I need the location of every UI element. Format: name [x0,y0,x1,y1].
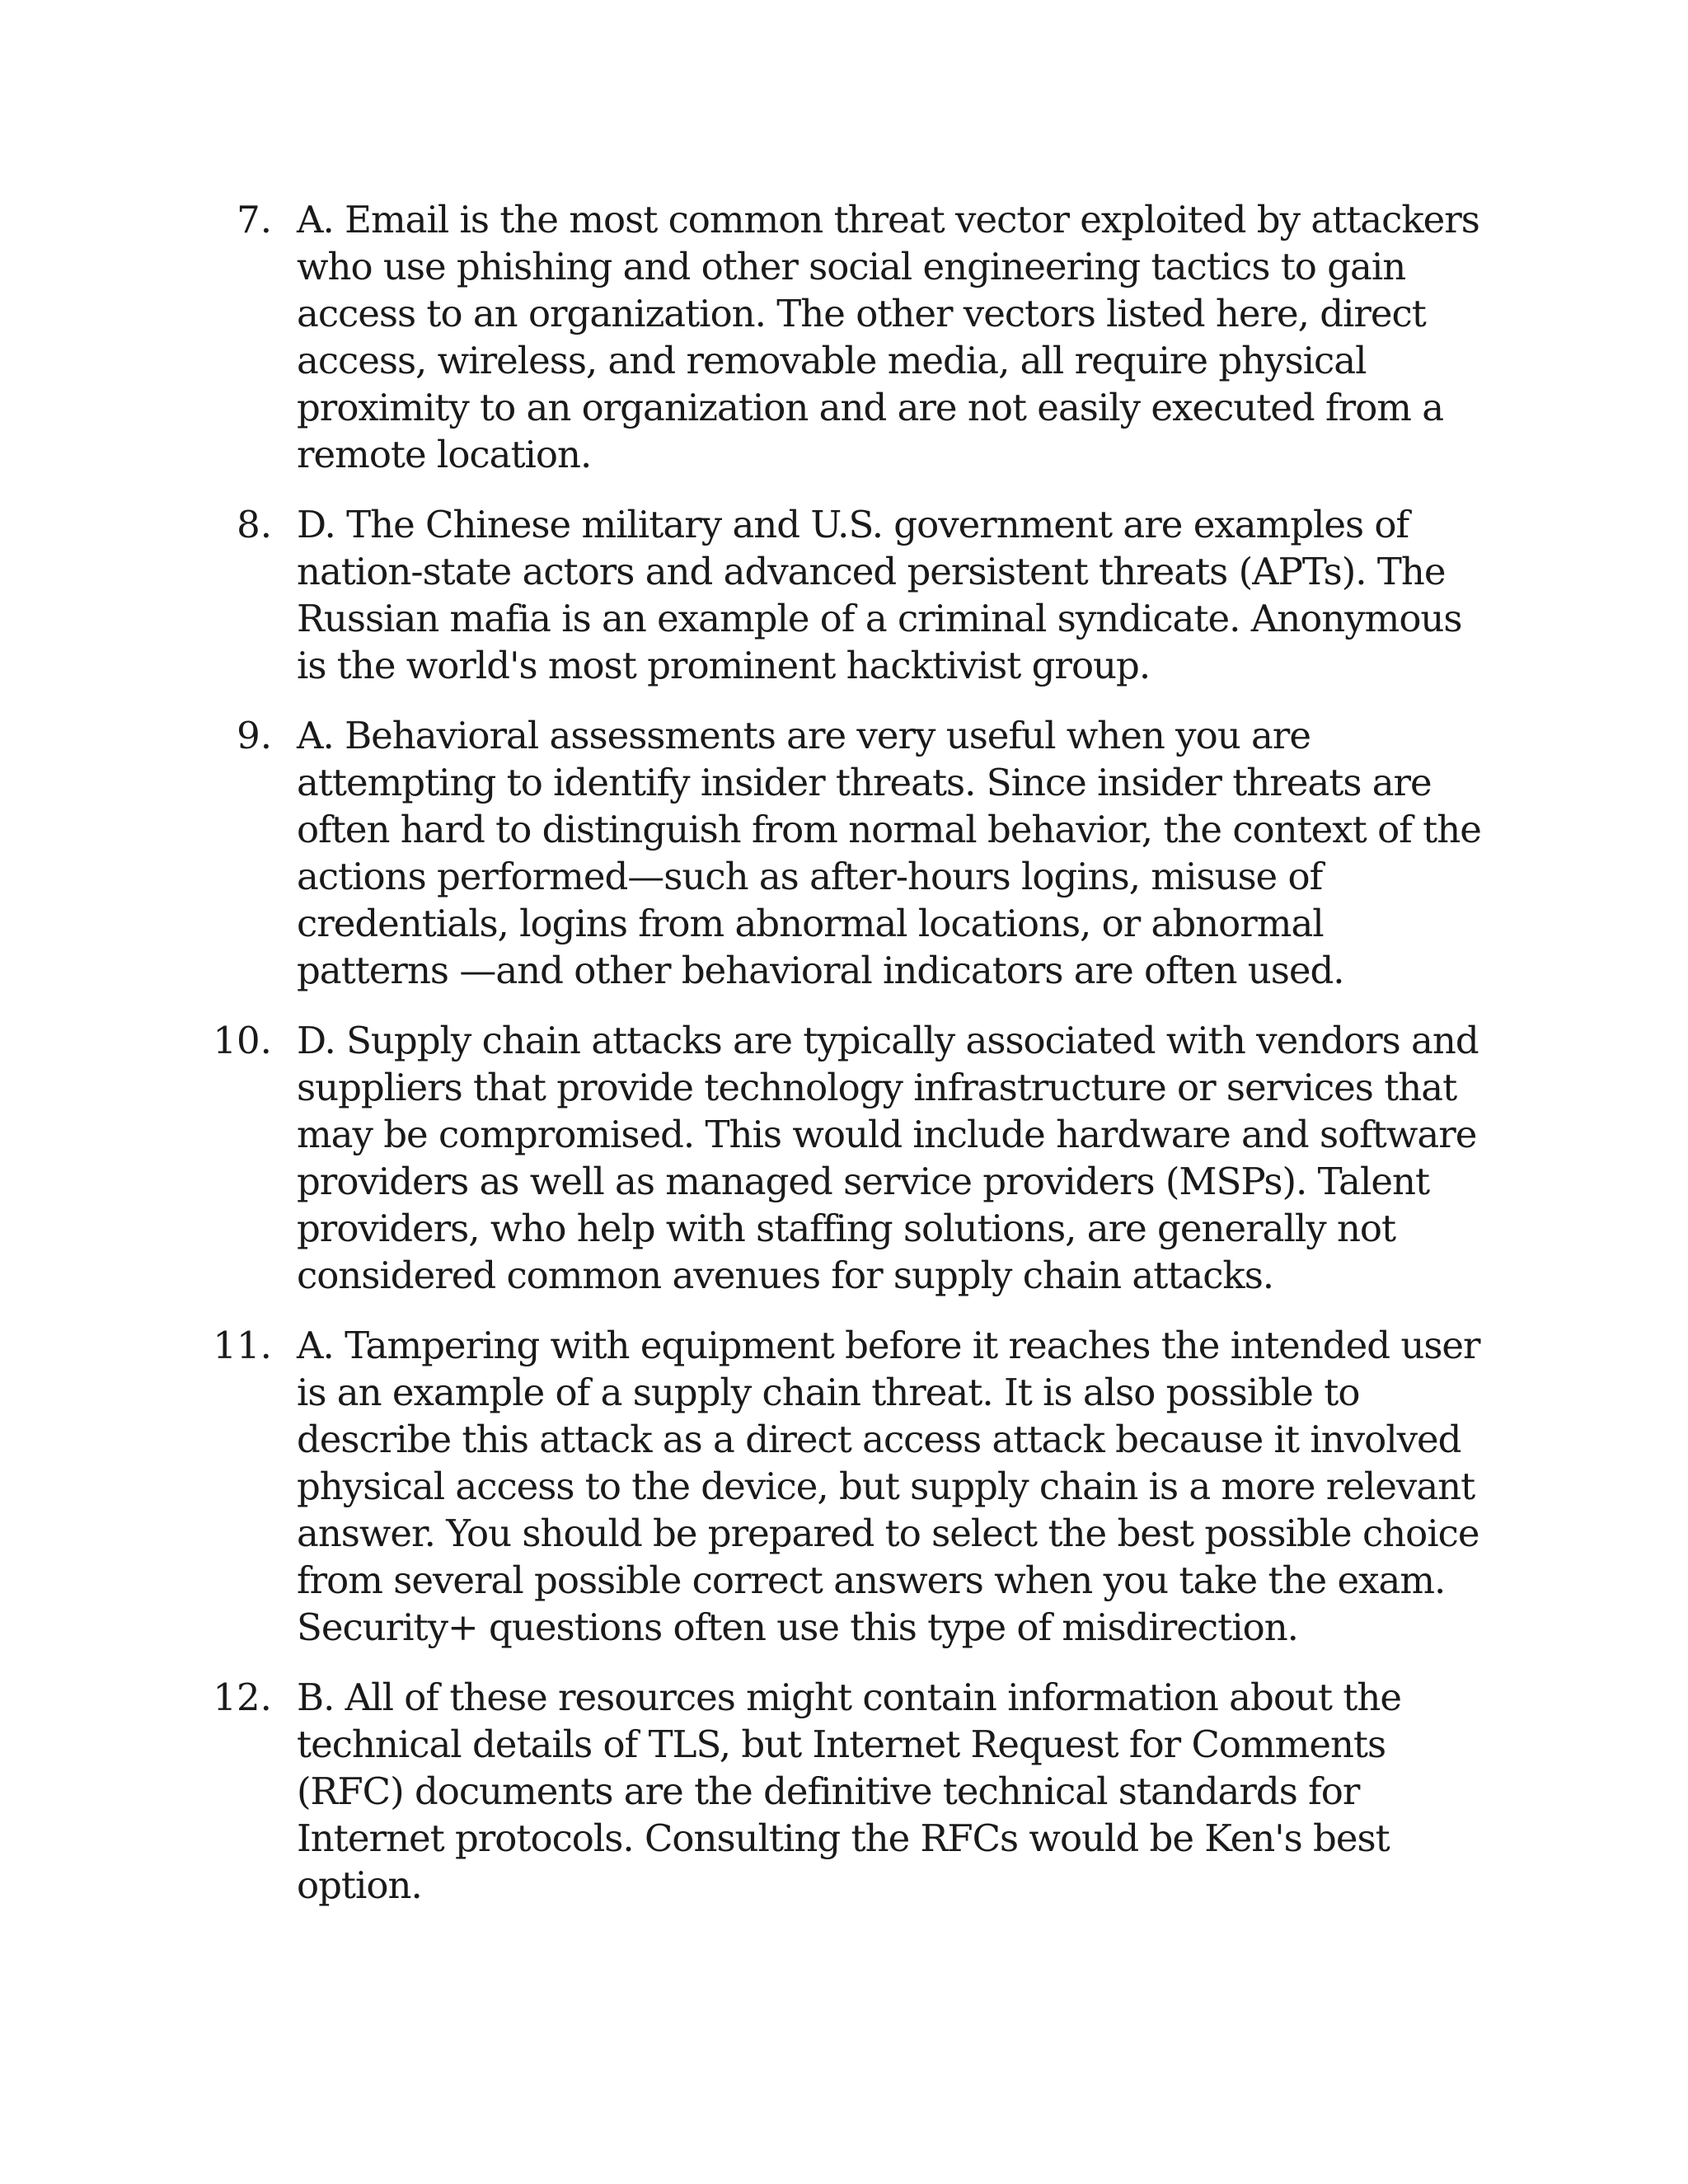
answer-text: D. Supply chain attacks are typically associated with vendors and suppliers that provide technology infrastructure or services that may be compromised. This would include hardware and software providers as well as managed service providers (MSPs). Talent providers, who help with staffing solutions, are generally not considered common avenues for supply chain attacks. [297,1019,1479,1297]
answer-number: 10. [213,1019,272,1062]
answer-number: 9. [237,714,272,757]
answer-text: A. Behavioral assessments are very useful when you are attempting to identify insider threats. Since insider threats are often hard to distinguish from normal behavior, the context of the actions performed—such as after-hours logins, misuse of credentials, logins from abnormal locations, or abnormal patterns —and other behavioral indicators are often used. [297,714,1481,992]
answer-item [165,1017,1484,1299]
answer-item [165,1674,1484,1909]
answer-item [165,196,1484,478]
answer-list [165,196,1484,1932]
answer-number: 11. [213,1324,272,1367]
answer-item [165,1322,1484,1651]
answer-text: D. The Chinese military and U.S. government are examples of nation-state actors and advanced persistent threats (APTs). The Russian mafia is an example of a criminal syndicate. Anonymous is the world's most prominent hacktivist group. [297,503,1462,687]
answer-number: 7. [237,198,272,241]
answer-number: 12. [213,1675,272,1719]
answer-text: B. All of these resources might contain information about the technical details of TLS, but Internet Request for Comments (RFC) documents are the definitive technical standards for Internet protocols. Consulting the RFCs would be Ken's best option. [297,1675,1401,1907]
answer-item [165,712,1484,994]
answer-text: A. Email is the most common threat vector exploited by attackers who use phishing and other social engineering tactics to gain access to an organization. The other vectors listed here, direct access, wireless, and removable media, all require physical proximity to an organization and are not easily executed from a remote location. [297,198,1479,476]
answer-text: A. Tampering with equipment before it reaches the intended user is an example of a supply chain threat. It is also possible to describe this attack as a direct access attack because it involved physical access to the device, but supply chain is a more relevant answer. You should be prepared to select the best possible choice from several possible correct answers when you take the exam. Security+ questions often use this type of misdirection. [297,1324,1480,1649]
answer-number: 8. [237,503,272,546]
answer-item [165,501,1484,689]
